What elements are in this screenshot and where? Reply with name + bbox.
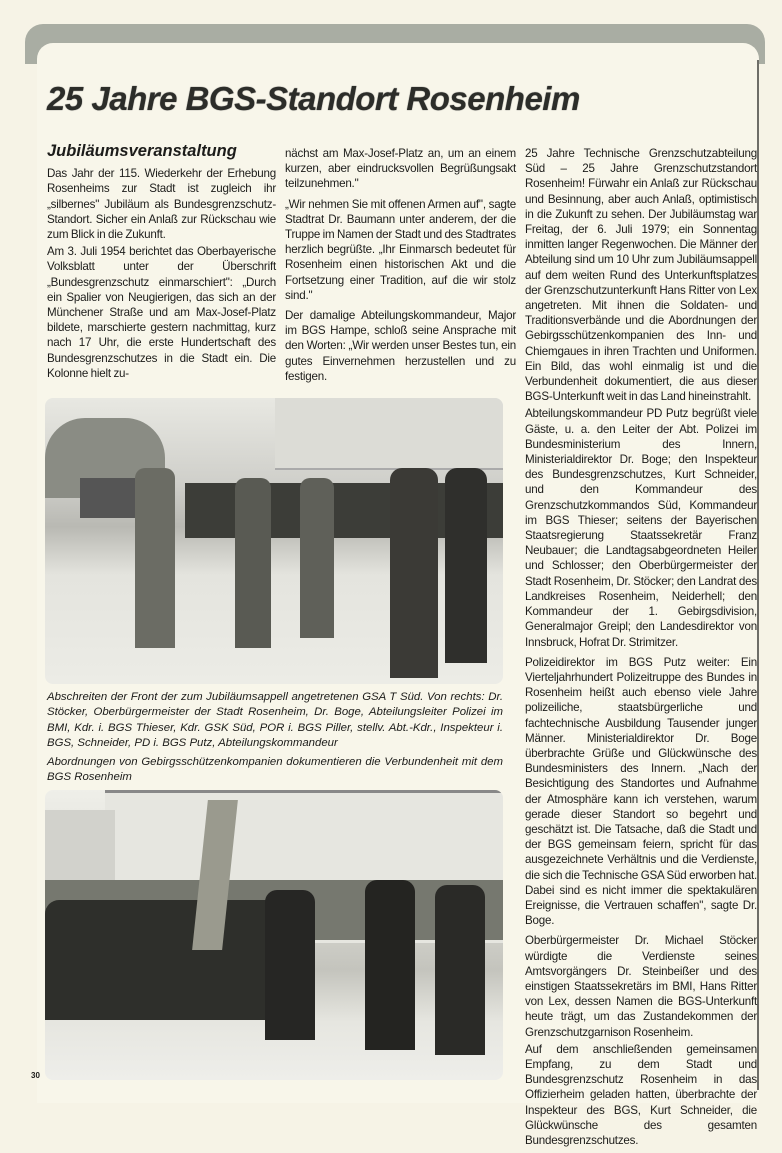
column-1 [47, 144, 276, 386]
section-heading: Jubiläumsveranstaltung [47, 142, 237, 160]
paragraph: Abteilungskommandeur PD Putz begrüßt viele Gäste, u. a. den Leiter der Abt. Polizei im Bundesministerium des Innern, Ministerialdirektor Dr. Boge; den Inspekteur des Bundesgrenzschutzes, Kurt Schneider, und den Kommandeur des Grenzschutzkommandos Süd, Kommandeur im BGS Thieser; seitens der Bayerischen Staatsregierung Staatssekretär Franz Neubauer; die Landtagsabgeordneten Heiler und Schlosser; den Oberbürgermeister der Stadt Rosenheim, Dr. Stöcker; den Landrat des Landkreises Rosenheim, Neiderhell; den Kommandeur der 1. Gebirgsdivision, Generalmajor Greipl; den Landesdirektor von Innsbruck, Hofrat Dr. Strimitzer. [525, 407, 757, 649]
paragraph: „Wir nehmen Sie mit offenen Armen auf", sagte Stadtrat Dr. Baumann unter anderem, der die Truppe im Namen der Stadt und des Stadtrates herzlich begrüßte. „Ihr Einmarsch bedeutet für Rosenheim einen historischen Akt und die Fortsetzung einer Tradition, auf die wir stolz sind." [285, 197, 516, 302]
photo-front-inspection [45, 398, 503, 684]
paragraph: Das Jahr der 115. Wiederkehr der Erhebung Rosenheims zur Stadt ist zugleich ihr „silbernes" Jubiläum als Bundesgrenzschutz-Standort. Sicher ein Anlaß zur Rückschau wie zum Blick in die Zukunft. [47, 167, 276, 242]
paragraph: Polizeidirektor im BGS Putz weiter: Ein Vierteljahrhundert Polizeitruppe des Bundes in Rosenheim heißt auch ebenso viele Jahre polizeiliche, staatsbürgerliche und fachtechnische Ausbildung Tausender junger Männer. Ministerialdirektor Dr. Boge überbrachte Grüße und Glückwünsche des Bundesministers des Innern. „Nach der Besichtigung des Standortes und Aufnahme der Atmosphäre kann ich verstehen, warum gerade dieser Standort so begehrt und geschätzt ist. Die Tatsache, daß die Stadt und der BGS gemeinsam feiern, spricht für das ausgezeichnete Verhältnis und die Verdienste, die sich die Technische GSA Süd erworben hat. Dabei sind es nicht immer die spektakulären Ereignisse, die Vertrauen schaffen", sagte Dr. Boge. [525, 655, 757, 928]
paragraph: Der damalige Abteilungskommandeur, Major im BGS Hampe, schloß seine Ansprache mit den Worten: „Wir werden unser Bestes tun, ein gutes Einvernehmen herzustellen und zu festigen. [285, 309, 516, 383]
paragraph: Oberbürgermeister Dr. Michael Stöcker würdigte die Verdienste seines Amtsvorgängers Dr. Steinbeißer und des einstigen Staatssekretärs im BMI, Hans Ritter von Lex, dessen Namen die BGS-Unterkunft heute trägt, um das Zustandekommen der Grenzschutzgarnison Rosenheim. [525, 934, 757, 1039]
page-number: 30 [31, 1071, 40, 1080]
column-3 [525, 146, 757, 1153]
paragraph: Auf dem anschließenden gemeinsamen Empfang, zu dem Stadt und Bundesgrenzschutz Rosenheim in das Offizierheim geladen hatten, überbrachte der Inspekteur des BGS, Kurt Schneider, die Glückwünsche des gesamten Bundesgrenzschutzes. [525, 1042, 757, 1147]
column-2 [285, 146, 516, 389]
photo-mountain-riflemen [45, 790, 503, 1080]
paragraph: Am 3. Juli 1954 berichtet das Oberbayerische Volksblatt unter der Überschrift „Bundesgrenzschutz einmarschiert": „Durch ein Spalier von Neugierigen, das sich an der Münchener Straße und am Max-Josef-Platz bildete, marschierte gestern nachmittag, kurz nach 17 Uhr, die erste Hundertschaft des Bundesgrenzschutzes in die Stadt ein. Die Kolonne hielt zu- [47, 245, 276, 380]
paragraph: 25 Jahre Technische Grenzschutzabteilung Süd – 25 Jahre Grenzschutzstandort Rosenheim! Fürwahr ein Anlaß zur Rückschau und Besinnung, aber auch Anlaß, optimistisch in die Zukunft zu sehen. Der Jubiläumstag war Freitag, der 6. Juli 1979; ein Sonnentag inmitten langer Regenwochen. Die Männer der Abteilung sind um 10 Uhr zum Jubiläumsappell auf dem weiten Rund des Unterkunftsplatzes der Grenzschutzunterkunft Hans Ritter von Lex angetreten. Mit ihnen die Soldaten- und Traditionsverbände und die Abordnungen der Gebirgsschützenkompanien des Inn- und Chiemgaues in ihren Trachten und Uniformen. Ein Bild, das wohl einmalig ist und die Verbundenheit dokumentiert, die aus dieser BGS-Unterkunft weit in das Land hineinstrahlt. [525, 147, 757, 404]
frame-rule [757, 60, 759, 1090]
photo-caption: Abschreiten der Front der zum Jubiläumsappell angetretenen GSA T Süd. Von rechts: Dr. Stöcker, Oberbürgermeister der Stadt Rosenheim, Dr. Boge, Abteilungsleiter Polizei im BMI, Kdr. i. BGS Thieser, Kdr. GSK Süd, POR i. BGS Piller, stellv. Abt.-Kdr., Inspekteur i. BGS, Schneider, PD i. BGS Putz, Abteilungskommandeur [47, 691, 503, 749]
page-title: 25 Jahre BGS-Standort Rosenheim [47, 80, 580, 117]
paragraph: nächst am Max-Josef-Platz an, um an einem kurzen, aber eindrucksvollen Begrüßungsakt teilzunehmen." [285, 147, 516, 191]
photo-caption: Abordnungen von Gebirgsschützenkompanien dokumentieren die Verbundenheit mit dem BGS Rosenheim [47, 756, 503, 784]
